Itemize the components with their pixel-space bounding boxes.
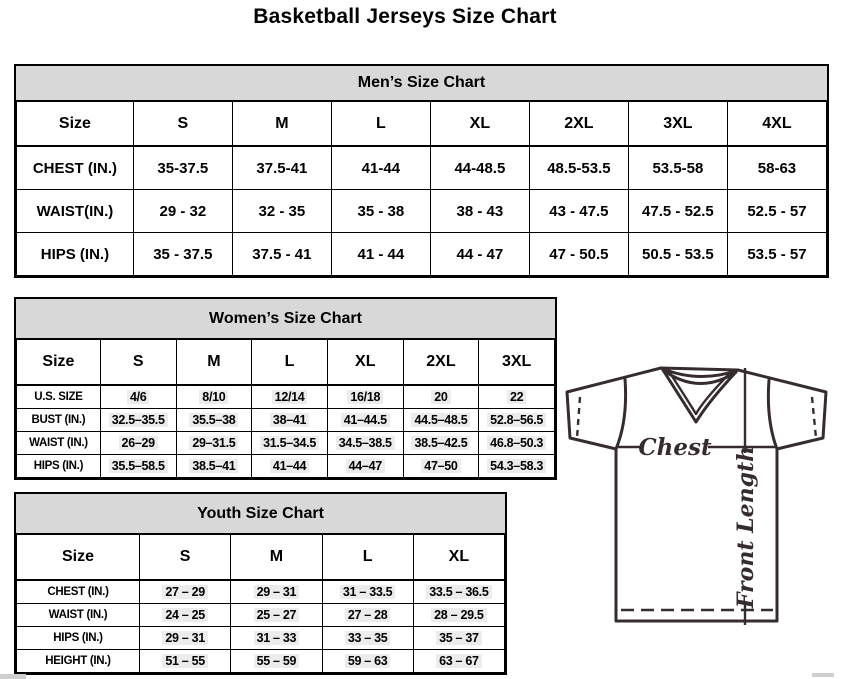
women-data-row bbox=[17, 409, 555, 432]
women-row-label: HIPS (IN.) bbox=[17, 455, 101, 478]
women-column-header: M bbox=[176, 340, 252, 386]
youth-value-cell: 51 – 55 bbox=[140, 650, 231, 673]
youth-row-label: HIPS (IN.) bbox=[17, 627, 140, 650]
men-value-cell: 41 - 44 bbox=[331, 233, 430, 276]
youth-data-row bbox=[17, 580, 505, 604]
women-row-label: U.S. SIZE bbox=[17, 385, 101, 409]
youth-column-header: Size bbox=[17, 535, 140, 581]
women-value-cell: 34.5–38.5 bbox=[327, 432, 403, 455]
youth-value-cell: 31 – 33.5 bbox=[322, 580, 413, 604]
youth-value-cell: 28 – 29.5 bbox=[413, 604, 504, 627]
men-column-header: M bbox=[232, 102, 331, 147]
youth-data-row bbox=[17, 650, 505, 673]
youth-data-row bbox=[17, 627, 505, 650]
youth-column-header: M bbox=[231, 535, 322, 581]
women-value-cell: 44–47 bbox=[327, 455, 403, 478]
women-value-cell: 41–44.5 bbox=[327, 409, 403, 432]
men-row-label: WAIST(IN.) bbox=[17, 190, 134, 233]
men-column-header: S bbox=[133, 102, 232, 147]
men-value-cell: 44-48.5 bbox=[430, 146, 529, 190]
front-length-label: Front Length bbox=[733, 445, 759, 609]
women-value-cell: 38–41 bbox=[252, 409, 328, 432]
men-value-cell: 35-37.5 bbox=[133, 146, 232, 190]
men-value-cell: 47.5 - 52.5 bbox=[628, 190, 727, 233]
women-data-row bbox=[17, 455, 555, 478]
youth-value-cell: 55 – 59 bbox=[231, 650, 322, 673]
men-value-cell: 48.5-53.5 bbox=[529, 146, 628, 190]
youth-size-chart bbox=[14, 492, 507, 675]
men-row-label: HIPS (IN.) bbox=[17, 233, 134, 276]
women-value-cell: 8/10 bbox=[176, 385, 252, 409]
men-value-cell: 53.5 - 57 bbox=[727, 233, 826, 276]
youth-value-cell: 63 – 67 bbox=[413, 650, 504, 673]
men-column-header: 3XL bbox=[628, 102, 727, 147]
women-value-cell: 26–29 bbox=[100, 432, 176, 455]
right-cuff-dashed-line bbox=[812, 397, 816, 438]
men-row-label: CHEST (IN.) bbox=[17, 146, 134, 190]
jersey-outline bbox=[567, 368, 826, 621]
women-value-cell: 41–44 bbox=[252, 455, 328, 478]
youth-value-cell: 27 – 29 bbox=[140, 580, 231, 604]
men-value-cell: 35 - 37.5 bbox=[133, 233, 232, 276]
women-value-cell: 52.8–56.5 bbox=[479, 409, 555, 432]
women-value-cell: 38.5–41 bbox=[176, 455, 252, 478]
women-value-cell: 46.8–50.3 bbox=[479, 432, 555, 455]
men-value-cell: 47 - 50.5 bbox=[529, 233, 628, 276]
mens-size-chart bbox=[14, 64, 829, 278]
youth-column-header: XL bbox=[413, 535, 504, 581]
women-data-row bbox=[17, 385, 555, 409]
women-value-cell: 20 bbox=[403, 385, 479, 409]
men-value-cell: 44 - 47 bbox=[430, 233, 529, 276]
chest-label: Chest bbox=[638, 434, 712, 461]
youth-header-row bbox=[17, 535, 505, 581]
men-value-cell: 29 - 32 bbox=[133, 190, 232, 233]
men-column-header: 4XL bbox=[727, 102, 826, 147]
women-value-cell: 47–50 bbox=[403, 455, 479, 478]
men-value-cell: 35 - 38 bbox=[331, 190, 430, 233]
women-row-label: BUST (IN.) bbox=[17, 409, 101, 432]
jersey-measurement-diagram bbox=[555, 358, 843, 668]
womens-size-chart-title: Women’s Size Chart bbox=[16, 299, 555, 339]
mens-size-table bbox=[16, 101, 827, 276]
men-column-header: L bbox=[331, 102, 430, 147]
youth-value-cell: 27 – 28 bbox=[322, 604, 413, 627]
women-value-cell: 31.5–34.5 bbox=[252, 432, 328, 455]
men-value-cell: 50.5 - 53.5 bbox=[628, 233, 727, 276]
page-title: Basketball Jerseys Size Chart bbox=[253, 5, 557, 28]
women-value-cell: 12/14 bbox=[252, 385, 328, 409]
youth-column-header: S bbox=[140, 535, 231, 581]
women-row-label: WAIST (IN.) bbox=[17, 432, 101, 455]
women-column-header: 2XL bbox=[403, 340, 479, 386]
women-data-row bbox=[17, 432, 555, 455]
men-value-cell: 52.5 - 57 bbox=[727, 190, 826, 233]
men-value-cell: 53.5-58 bbox=[628, 146, 727, 190]
women-header-row bbox=[17, 340, 555, 386]
youth-value-cell: 31 – 33 bbox=[231, 627, 322, 650]
women-column-header: L bbox=[252, 340, 328, 386]
women-value-cell: 22 bbox=[479, 385, 555, 409]
men-column-header: 2XL bbox=[529, 102, 628, 147]
youth-value-cell: 29 – 31 bbox=[231, 580, 322, 604]
men-value-cell: 37.5-41 bbox=[232, 146, 331, 190]
right-armhole-seam bbox=[768, 380, 777, 449]
youth-value-cell: 33 – 35 bbox=[322, 627, 413, 650]
men-column-header: Size bbox=[17, 102, 134, 147]
youth-value-cell: 35 – 37 bbox=[413, 627, 504, 650]
jersey-diagram-icon bbox=[555, 358, 843, 668]
scrollbar-fragment-right[interactable] bbox=[812, 673, 834, 677]
youth-row-label: CHEST (IN.) bbox=[17, 580, 140, 604]
men-column-header: XL bbox=[430, 102, 529, 147]
men-value-cell: 32 - 35 bbox=[232, 190, 331, 233]
men-header-row bbox=[17, 102, 827, 147]
men-data-row bbox=[17, 146, 827, 190]
women-column-header: XL bbox=[327, 340, 403, 386]
womens-size-chart bbox=[14, 297, 557, 480]
men-value-cell: 41-44 bbox=[331, 146, 430, 190]
women-column-header: 3XL bbox=[479, 340, 555, 386]
youth-value-cell: 33.5 – 36.5 bbox=[413, 580, 504, 604]
men-data-row bbox=[17, 190, 827, 233]
youth-column-header: L bbox=[322, 535, 413, 581]
horizontal-scrollbar-fragment-left[interactable] bbox=[0, 674, 26, 679]
women-value-cell: 32.5–35.5 bbox=[100, 409, 176, 432]
left-cuff-dashed-line bbox=[577, 397, 580, 438]
men-value-cell: 43 - 47.5 bbox=[529, 190, 628, 233]
women-value-cell: 54.3–58.3 bbox=[479, 455, 555, 478]
mens-size-chart-title: Men’s Size Chart bbox=[16, 66, 827, 101]
youth-value-cell: 24 – 25 bbox=[140, 604, 231, 627]
youth-row-label: HEIGHT (IN.) bbox=[17, 650, 140, 673]
youth-row-label: WAIST (IN.) bbox=[17, 604, 140, 627]
men-value-cell: 37.5 - 41 bbox=[232, 233, 331, 276]
women-value-cell: 44.5–48.5 bbox=[403, 409, 479, 432]
women-column-header: S bbox=[100, 340, 176, 386]
women-value-cell: 29–31.5 bbox=[176, 432, 252, 455]
women-value-cell: 16/18 bbox=[327, 385, 403, 409]
youth-value-cell: 59 – 63 bbox=[322, 650, 413, 673]
women-value-cell: 35.5–38 bbox=[176, 409, 252, 432]
youth-size-table bbox=[16, 534, 505, 673]
youth-size-chart-title: Youth Size Chart bbox=[16, 494, 505, 534]
women-value-cell: 35.5–58.5 bbox=[100, 455, 176, 478]
men-value-cell: 38 - 43 bbox=[430, 190, 529, 233]
men-data-row bbox=[17, 233, 827, 276]
women-value-cell: 38.5–42.5 bbox=[403, 432, 479, 455]
men-value-cell: 58-63 bbox=[727, 146, 826, 190]
left-armhole-seam bbox=[616, 379, 626, 449]
womens-size-table bbox=[16, 339, 555, 478]
women-column-header: Size bbox=[17, 340, 101, 386]
youth-value-cell: 25 – 27 bbox=[231, 604, 322, 627]
women-value-cell: 4/6 bbox=[100, 385, 176, 409]
youth-data-row bbox=[17, 604, 505, 627]
youth-value-cell: 29 – 31 bbox=[140, 627, 231, 650]
